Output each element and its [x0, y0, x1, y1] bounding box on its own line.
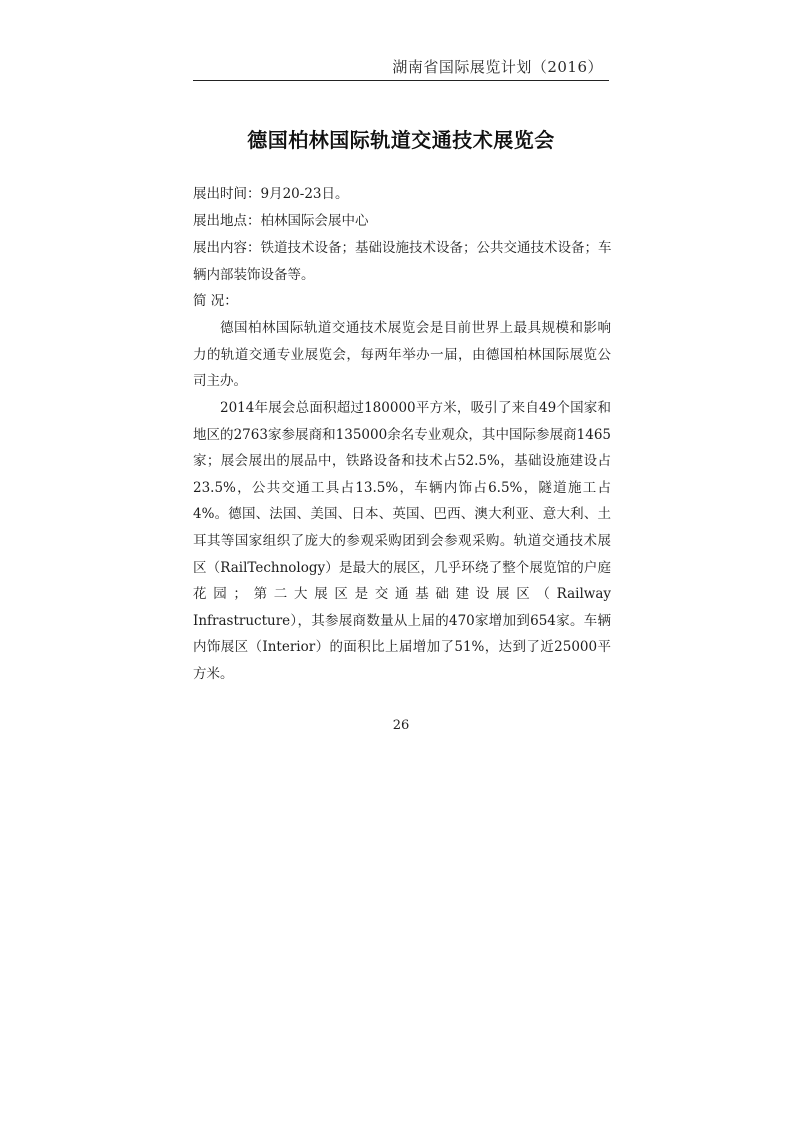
- summary-label: 简 况：: [193, 293, 238, 309]
- field-value: 柏林国际会展中心: [260, 213, 369, 229]
- field-label: 展出地点：: [193, 213, 261, 229]
- document-title: 德国柏林国际轨道交通技术展览会: [247, 128, 555, 152]
- field-value: 铁道技术设备；基础设施技术设备；公共交通技术设备；车辆内部装饰设备等。: [193, 240, 612, 283]
- paragraph-intro: 德国柏林国际轨道交通技术展览会是目前世界上最具规模和影响力的轨道交通专业展览会，每两年举办一届，由德国柏林国际展览公司主办。: [193, 320, 611, 390]
- page-number: 26: [392, 718, 410, 733]
- field-label: 展出内容：: [193, 240, 261, 256]
- field-value: 9月20-23日。: [260, 186, 349, 202]
- field-exhibition-content: [193, 235, 613, 288]
- paragraph-statistics: 2014年展会总面积超过180000平方米，吸引了来自49个国家和地区的2763家参展商和135000余名专业观众，其中国际参展商1465家；展会展出的展品中，铁路设备和技术占52.5%，基础设施建设占23.5%，公共交通工具占13.5%，车辆内饰占6.5%，隧道施工占4%。德国、法国、美国、日本、英国、巴西、澳大利亚、意大利、土耳其等国家组织了庞大的参观采购团到会参观采购。轨道交通技术展区（RailTechnology）是最大的展区，几乎环绕了整个展览馆的户庭花园；第二大展区是交通基础建设展区（Railway Infrastructure），其参展商数量从上届的470家增加到654家。车辆内饰展区（Interior）的面积比上届增加了51%，达到了近25000平方米。: [193, 400, 611, 682]
- summary-heading: [193, 288, 613, 315]
- field-exhibition-time: [193, 181, 613, 208]
- running-header: [193, 56, 609, 81]
- field-exhibition-venue: [193, 208, 613, 235]
- field-label: 展出时间：: [193, 186, 261, 202]
- running-header-title: 湖南省国际展览计划（2016）: [392, 58, 603, 76]
